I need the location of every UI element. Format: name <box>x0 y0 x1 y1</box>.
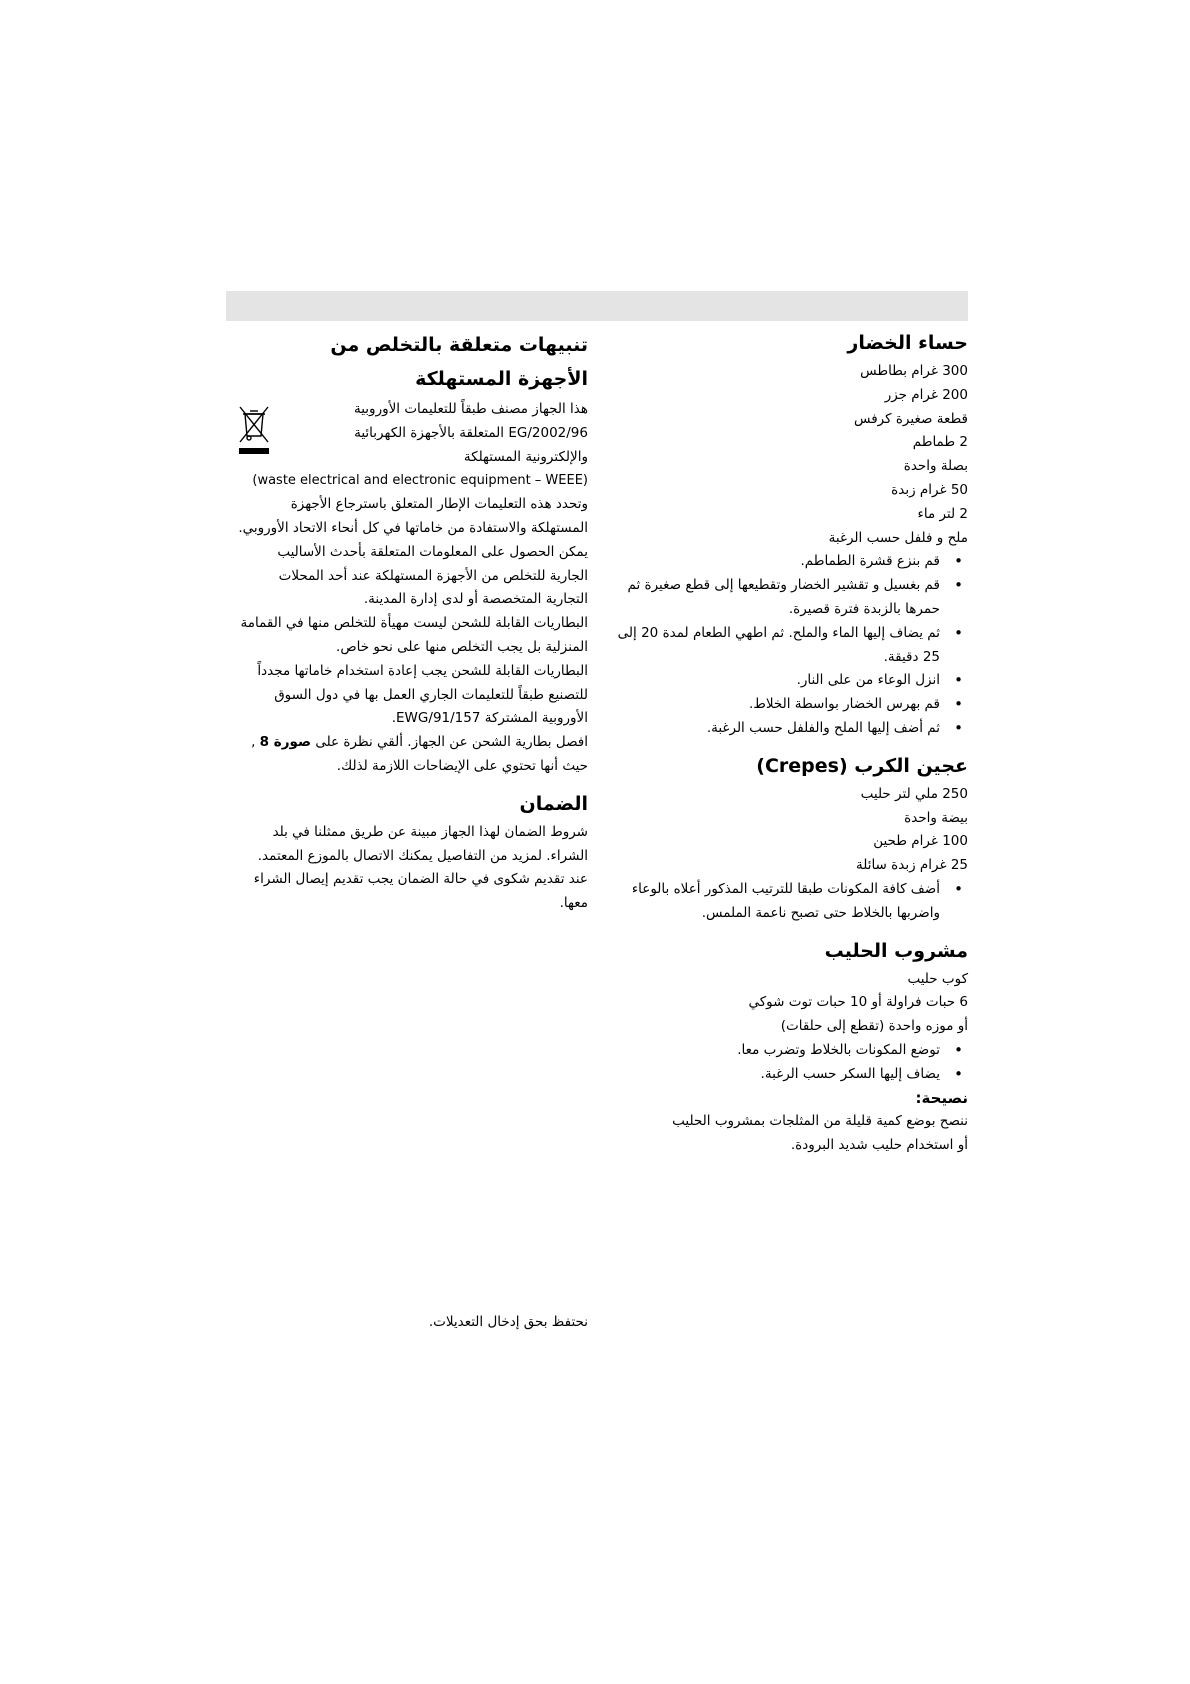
header-bar <box>226 291 968 321</box>
ingredient: 2 لتر ماء <box>917 505 968 522</box>
recipes-column <box>612 330 968 1158</box>
ingredient: بصلة واحدة <box>903 458 968 475</box>
footer-note: نحتفظ بحق إدخال التعديلات. <box>428 1314 588 1330</box>
disposal-section <box>236 330 588 779</box>
last-para-suffix: , حيث أنها تحتوي على الإيضاحات اللازمة لذلك. <box>251 734 588 774</box>
warranty-text: شروط الضمان لهذا الجهاز مبينة عن طريق ممثلنا في بلد الشراء. لمزيد من التفاصيل يمكنك الاتصال بالموزع المعتمد. عند تقديم شكوى في حالة الضمان يجب تقديم إيصال الشراء معها. <box>253 823 588 912</box>
milkshake-title: مشروب الحليب <box>824 939 968 962</box>
weee-line: والإلكترونية المستهلكة <box>463 448 588 465</box>
info-column <box>236 330 588 916</box>
weee-line: 2002/96/EG المتعلقة بالأجهزة الكهربائية <box>354 424 588 441</box>
figure-reference: صورة 8 <box>259 734 312 751</box>
soup-steps <box>612 550 968 740</box>
disposal-paragraph-last <box>236 731 588 779</box>
weee-english: (waste electrical and electronic equipment – WEEE) <box>252 473 588 489</box>
ingredient: 2 طماطم <box>912 434 968 451</box>
ingredient: 300 غرام بطاطس <box>860 363 968 379</box>
ingredient: 6 حبات فراولة أو 10 حبات توت شوكي <box>748 994 968 1011</box>
step: • انزل الوعاء من على النار. <box>612 669 968 693</box>
tip-line: ننصح بوضع كمية قليلة من المثلجات بمشروب الحليب <box>672 1113 968 1130</box>
crepes-steps <box>612 878 968 926</box>
tip-line: أو استخدام حليب شديد البرودة. <box>790 1137 968 1154</box>
weee-block <box>236 398 588 469</box>
milkshake-steps <box>612 1039 968 1087</box>
ingredient: ملح و فلفل حسب الرغبة <box>828 529 968 546</box>
ingredient: أو موزه واحدة (تقطع إلى حلقات) <box>780 1018 968 1035</box>
step: • يضاف إليها السكر حسب الرغبة. <box>612 1063 968 1087</box>
step: • أضف كافة المكونات طبقا للترتيب المذكور أعلاه بالوعاء واضربها بالخلاط حتى تصبح ناعمة الملمس. <box>612 878 968 926</box>
milkshake-section <box>612 938 968 1158</box>
ingredient: كوب حليب <box>907 970 968 987</box>
step: • قم بنزع قشرة الطماطم. <box>612 550 968 574</box>
step: • توضع المكونات بالخلاط وتضرب معا. <box>612 1039 968 1063</box>
ingredient: بيضة واحدة <box>904 809 968 826</box>
step: • قم بهرس الخضار بواسطة الخلاط. <box>612 693 968 717</box>
tip-title: نصيحة: <box>915 1088 968 1107</box>
disposal-title-line1: تنبيهات متعلقة بالتخلص من <box>330 334 588 356</box>
disposal-title-line2: الأجهزة المستهلكة <box>415 368 588 390</box>
ingredient: قطعة صغيرة كرفس <box>854 410 968 427</box>
step: • قم بغسيل و تقشير الخضار وتقطيعها إلى قطع صغيرة ثم حمرها بالزبدة فترة قصيرة. <box>612 574 968 622</box>
ingredient: 100 غرام طحين <box>873 833 968 850</box>
warranty-title: الضمان <box>519 792 588 815</box>
last-para-prefix: افصل بطارية الشحن عن الجهاز. ألقي نظرة على <box>315 734 588 751</box>
disposal-paragraph: البطاريات القابلة للشحن يجب إعادة استخدام خاماتها مجدداً للتصنيع طبقاً للتعليمات الجاري العمل بها في دول السوق الأوروبية المشتركة 91/157/EWG. <box>257 662 588 727</box>
ingredient: 250 ملي لتر حليب <box>860 785 968 802</box>
weee-line: هذا الجهاز مصنف طبقاً للتعليمات الأوروبية <box>353 401 588 417</box>
crossed-out-wheelie-bin-icon <box>236 404 272 456</box>
step: • ثم أضف إليها الملح والفلفل حسب الرغبة. <box>612 717 968 741</box>
ingredient: 25 غرام زبدة سائلة <box>855 857 968 874</box>
disposal-paragraph: وتحدد هذه التعليمات الإطار المتعلق باسترجاع الأجهزة المستهلكة والاستفادة من خاماتها في كل أنحاء الاتحاد الأوروبي. يمكن الحصول على المعلومات المتعلقة بأحدث الأساليب الجارية للتخلص من الأجهزة المستهلكة عند أحد المحلات التجارية المتخصصة أو لدى إدارة المدينة. <box>238 496 588 608</box>
soup-section <box>612 330 968 741</box>
step: • ثم يضاف إليها الماء والملح. ثم اطهي الطعام لمدة 20 إلى 25 دقيقة. <box>612 622 968 670</box>
soup-ingredients <box>612 360 968 550</box>
ingredient: 200 غرام جزر <box>884 386 968 403</box>
disposal-paragraph: البطاريات القابلة للشحن ليست مهيأة للتخلص منها في القمامة المنزلية بل يجب التخلص منها على نحو خاص. <box>240 615 588 655</box>
crepes-title: عجين الكرب (Crepes) <box>756 754 968 777</box>
ingredient: 50 غرام زبدة <box>891 481 968 498</box>
warranty-section <box>236 791 588 916</box>
crepes-section <box>612 753 968 926</box>
soup-title: حساء الخضار <box>847 332 968 354</box>
